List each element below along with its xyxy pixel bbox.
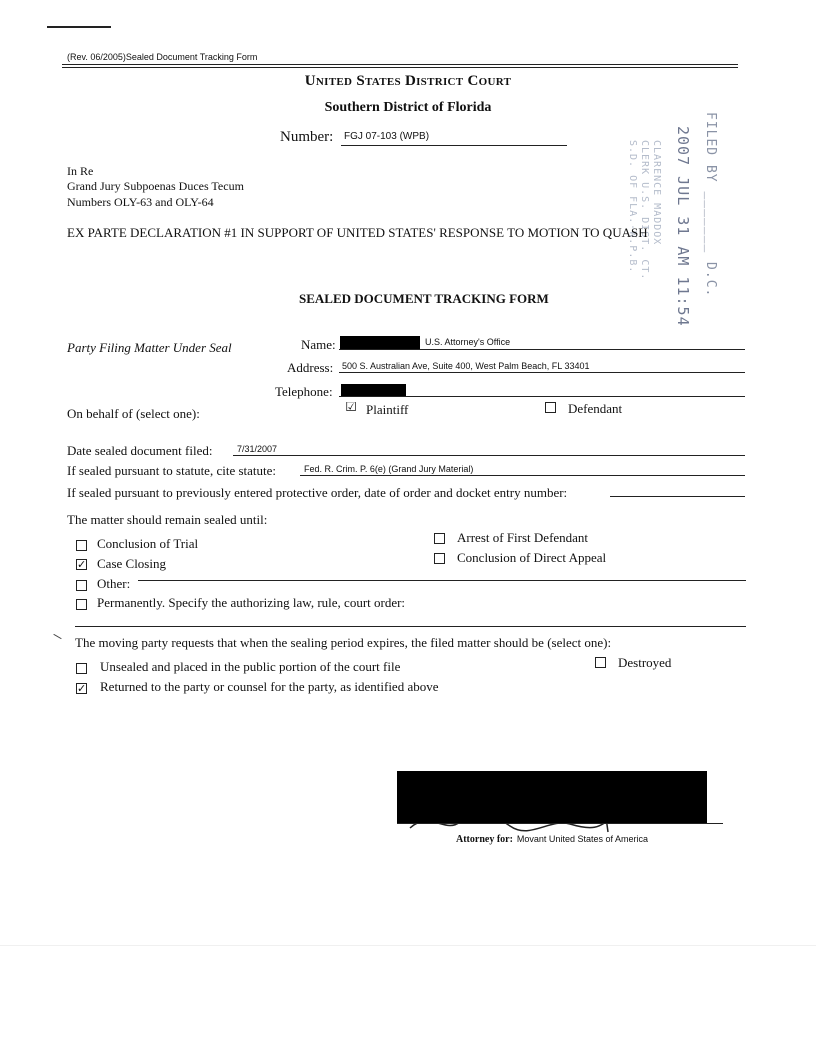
header-rule <box>62 64 738 65</box>
other-label: Other: <box>97 576 131 591</box>
telephone-underline <box>339 396 745 397</box>
direct-appeal-label: Conclusion of Direct Appeal <box>457 550 607 565</box>
signature-underline <box>397 823 723 824</box>
revision-label: (Rev. 06/2005)Sealed Document Tracking Form <box>67 52 258 62</box>
in-re-label: In Re <box>67 164 94 178</box>
arrest-checkbox[interactable] <box>434 533 445 544</box>
case-closing-label: Case Closing <box>97 556 166 571</box>
plaintiff-label: Plaintiff <box>366 402 409 417</box>
returned-checkbox[interactable]: ✓ <box>77 683 87 694</box>
remain-sealed-label: The matter should remain sealed until: <box>67 512 268 527</box>
telephone-label: Telephone: <box>275 384 333 399</box>
party-label: Party Filing Matter Under Seal <box>67 340 232 355</box>
case-line2: Numbers OLY-63 and OLY-64 <box>67 195 214 209</box>
header-rule-2 <box>62 67 738 68</box>
permanently-underline <box>75 626 746 627</box>
permanently-checkbox[interactable] <box>76 599 87 610</box>
stamp-clerk-line2: CLERK U.S. DIST. CT. <box>639 140 650 281</box>
statute-value: Fed. R. Crim. P. 6(e) (Grand Jury Material) <box>304 464 474 474</box>
other-underline <box>138 580 746 581</box>
destroyed-label: Destroyed <box>618 655 672 670</box>
returned-label: Returned to the party or counsel for the party, as identified above <box>100 679 439 694</box>
stamp-clerk-line3: S.D. OF FLA.-W.P.B. <box>627 140 638 274</box>
name-underline <box>339 349 745 350</box>
scan-line <box>0 945 816 946</box>
statute-label: If sealed pursuant to statute, cite statute: <box>67 463 277 478</box>
case-line1: Grand Jury Subpoenas Duces Tecum <box>67 179 244 193</box>
date-filed-label: Date sealed document filed: <box>67 443 213 458</box>
district-name: Southern District of Florida <box>324 100 492 115</box>
arrest-label: Arrest of First Defendant <box>457 530 589 545</box>
address-underline <box>339 372 745 373</box>
defendant-checkbox[interactable] <box>545 402 556 413</box>
conclusion-trial-checkbox[interactable] <box>76 540 87 551</box>
number-underline <box>341 145 567 146</box>
name-label: Name: <box>301 337 336 352</box>
court-title: United States District Court <box>304 73 512 89</box>
defendant-label: Defendant <box>568 401 623 416</box>
date-filed-underline <box>233 455 745 456</box>
unsealed-checkbox[interactable] <box>76 663 87 674</box>
attorney-value: Movant United States of America <box>516 834 648 844</box>
statute-underline <box>300 475 745 476</box>
number-label: Number: <box>280 129 334 145</box>
number-value: FGJ 07-103 (WPB) <box>344 131 430 142</box>
plaintiff-checkbox[interactable]: ☑ <box>345 402 357 415</box>
permanently-label: Permanently. Specify the authorizing law, rule, court order: <box>97 595 406 610</box>
stamp-filed-by: FILED BY _______ D.C. <box>703 112 718 298</box>
destroyed-checkbox[interactable] <box>595 657 606 668</box>
date-filed-value: 7/31/2007 <box>237 444 278 454</box>
attorney-line <box>456 829 648 847</box>
attorney-label: Attorney for: <box>456 834 513 845</box>
stamp-date-time: 2007 JUL 31 AM 11:54 <box>674 126 692 327</box>
address-label: Address: <box>287 360 334 375</box>
direct-appeal-checkbox[interactable] <box>434 553 445 564</box>
name-value: U.S. Attorney's Office <box>425 337 511 347</box>
protective-underline <box>610 496 745 497</box>
conclusion-trial-label: Conclusion of Trial <box>97 536 199 551</box>
address-value: 500 S. Australian Ave, Suite 400, West Palm Beach, FL 33401 <box>342 361 590 371</box>
stamp-clerk-line1: CLARENCE MADDOX <box>651 140 662 246</box>
signature-redaction <box>397 771 707 823</box>
case-caption: EX PARTE DECLARATION #1 IN SUPPORT OF UNITED STATES' RESPONSE TO MOTION TO QUASH <box>67 225 648 240</box>
margin-tick <box>53 634 61 639</box>
expires-label: The moving party requests that when the sealing period expires, the filed matter should be (select one): <box>75 635 612 650</box>
form-title: SEALED DOCUMENT TRACKING FORM <box>299 291 549 306</box>
name-redaction <box>340 336 420 349</box>
top-corner-mark <box>47 26 111 28</box>
case-closing-checkbox[interactable]: ✓ <box>77 559 87 570</box>
other-checkbox[interactable] <box>76 580 87 591</box>
unsealed-label: Unsealed and placed in the public portion of the court file <box>100 659 401 674</box>
on-behalf-label: On behalf of (select one): <box>67 406 200 421</box>
protective-label: If sealed pursuant to previously entered protective order, date of order and docket entry number: <box>67 485 568 500</box>
